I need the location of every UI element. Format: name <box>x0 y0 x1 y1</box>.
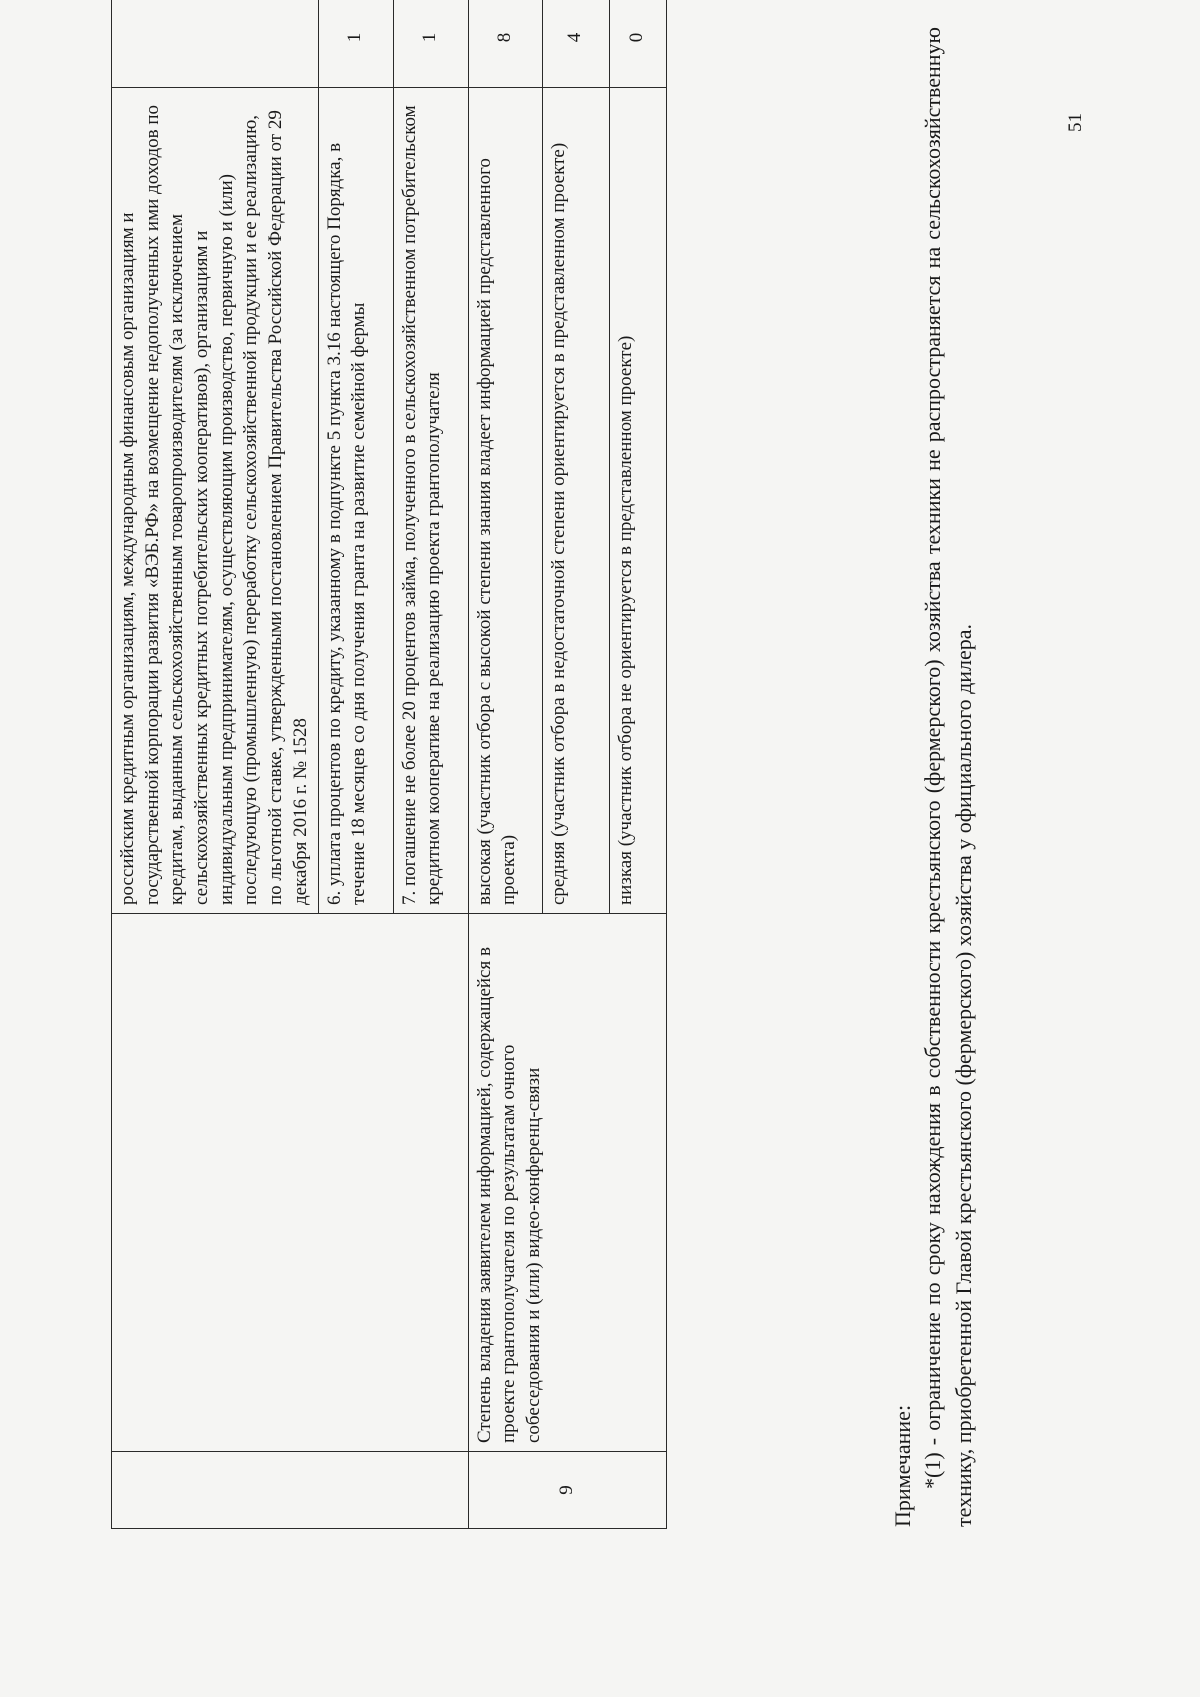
row-number: 9 <box>468 1452 666 1529</box>
footnote <box>888 27 979 1527</box>
cell-criterion-empty <box>112 914 469 1452</box>
cell-score: 1 <box>318 0 393 88</box>
cell-description: 6. уплата процентов по кредиту, указанному в подпункте 5 пункта 3.16 настоящего Порядка, в течение 18 месяцев со дня получения гранта на развитие семейной фермы <box>318 88 393 914</box>
score-high: 8 <box>468 0 542 88</box>
cell-score <box>112 0 319 88</box>
note-body: *(1) - ограничение по сроку нахождения в собственности крестьянского (фермерского) хозяйства техники не распространяется на сельскохозяйственную технику, приобретенной Главой крестьянского (фермерского) хозяйства у официального дилера. <box>920 27 976 1527</box>
table-row <box>112 0 319 1529</box>
criteria-table <box>111 0 667 1529</box>
score-low: 0 <box>609 0 666 88</box>
cell-num-empty <box>112 1452 469 1529</box>
option-high: высокая (участник отбора с высокой степени знания владеет информацией представленного проекта) <box>468 88 542 914</box>
cell-description: российским кредитным организациям, международным финансовым организациям и государственной корпорации развития «ВЭБ.РФ» на возмещение недополученных ими доходов по кредитам, выданным сельскохозяйственным товаропроизводителям (за исключением сельскохозяйственных кредитных потребительских кооперативов), организациям и индивидуальным предпринимателям, осуществляющим производство, первичную и (или) последующую (промышленную) переработку сельскохозяйственной продукции и ее реализацию, по льготной ставке, утвержденными постановлением Правительства Российской Федерации от 29 декабря 2016 г. № 1528 <box>112 88 319 914</box>
option-low: низкая (участник отбора не ориентируется в представленном проекте) <box>609 88 666 914</box>
option-medium: средняя (участник отбора в недостаточной степени ориентируется в представленном проекте) <box>542 88 609 914</box>
cell-description: 7. погашение не более 20 процентов займа, полученного в сельскохозяйственном потребительском кредитном кооперативе на реализацию проекта грантополучателя <box>393 88 468 914</box>
criterion-text: Степень владения заявителем информацией, содержащейся в проекте грантополучателя по результатам очного собеседования и (или) видео-конференц-связи <box>468 914 666 1452</box>
table-row <box>468 0 542 1529</box>
page-number: 51 <box>1065 113 1086 132</box>
note-title: Примечание: <box>890 1404 915 1527</box>
cell-score: 1 <box>393 0 468 88</box>
score-medium: 4 <box>542 0 609 88</box>
